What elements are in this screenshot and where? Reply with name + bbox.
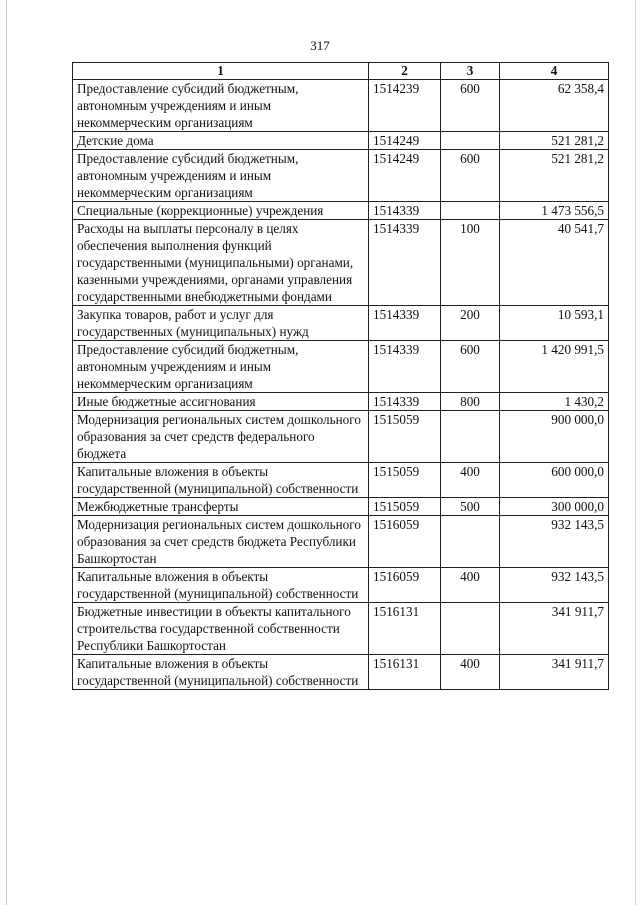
table-row <box>73 603 609 655</box>
table-row <box>73 568 609 603</box>
row-code: 1514339 <box>369 220 441 306</box>
budget-table <box>72 62 609 690</box>
row-expense-type: 600 <box>441 341 500 393</box>
row-code: 1516131 <box>369 655 441 690</box>
table-row <box>73 80 609 132</box>
row-expense-type: 400 <box>441 463 500 498</box>
table-body <box>73 80 609 690</box>
row-expense-type <box>441 411 500 463</box>
row-amount: 521 281,2 <box>500 132 609 150</box>
row-amount: 1 420 991,5 <box>500 341 609 393</box>
row-code: 1515059 <box>369 411 441 463</box>
row-name: Модернизация региональных систем дошкольного образования за счет средств федерального бюджета <box>73 411 369 463</box>
row-name: Межбюджетные трансферты <box>73 498 369 516</box>
row-name: Иные бюджетные ассигнования <box>73 393 369 411</box>
row-expense-type <box>441 516 500 568</box>
header-col-3: 3 <box>441 63 500 80</box>
row-expense-type: 400 <box>441 655 500 690</box>
row-expense-type: 600 <box>441 80 500 132</box>
row-amount: 300 000,0 <box>500 498 609 516</box>
row-amount: 10 593,1 <box>500 306 609 341</box>
row-amount: 521 281,2 <box>500 150 609 202</box>
row-code: 1516059 <box>369 568 441 603</box>
table-row <box>73 202 609 220</box>
row-name: Капитальные вложения в объекты государственной (муниципальной) собственности <box>73 463 369 498</box>
header-col-1: 1 <box>73 63 369 80</box>
row-amount: 900 000,0 <box>500 411 609 463</box>
row-amount: 932 143,5 <box>500 568 609 603</box>
table-row <box>73 411 609 463</box>
row-code: 1515059 <box>369 463 441 498</box>
row-name: Предоставление субсидий бюджетным, автономным учреждениям и иным некоммерческим организациям <box>73 150 369 202</box>
row-amount: 932 143,5 <box>500 516 609 568</box>
row-name: Капитальные вложения в объекты государственной (муниципальной) собственности <box>73 568 369 603</box>
row-expense-type: 800 <box>441 393 500 411</box>
table-header-row <box>73 63 609 80</box>
row-expense-type <box>441 132 500 150</box>
table-row <box>73 498 609 516</box>
row-expense-type <box>441 603 500 655</box>
row-amount: 62 358,4 <box>500 80 609 132</box>
page-number: 317 <box>310 38 330 53</box>
header-col-4: 4 <box>500 63 609 80</box>
row-name: Предоставление субсидий бюджетным, автономным учреждениям и иным некоммерческим организациям <box>73 80 369 132</box>
row-name: Детские дома <box>73 132 369 150</box>
table-row <box>73 132 609 150</box>
row-expense-type: 500 <box>441 498 500 516</box>
row-code: 1515059 <box>369 498 441 516</box>
row-code: 1514339 <box>369 202 441 220</box>
table-row <box>73 393 609 411</box>
row-expense-type: 600 <box>441 150 500 202</box>
row-name: Бюджетные инвестиции в объекты капитального строительства государственной собственности Республики Башкортостан <box>73 603 369 655</box>
row-name: Модернизация региональных систем дошкольного образования за счет средств бюджета Республики Башкортостан <box>73 516 369 568</box>
row-expense-type <box>441 202 500 220</box>
row-name: Закупка товаров, работ и услуг для государственных (муниципальных) нужд <box>73 306 369 341</box>
row-code: 1514339 <box>369 306 441 341</box>
table-row <box>73 341 609 393</box>
scan-edge-left <box>6 0 7 905</box>
row-name: Капитальные вложения в объекты государственной (муниципальной) собственности <box>73 655 369 690</box>
table-row <box>73 655 609 690</box>
row-amount: 341 911,7 <box>500 655 609 690</box>
row-code: 1516059 <box>369 516 441 568</box>
table-row <box>73 150 609 202</box>
scan-edge-right <box>635 0 636 905</box>
table-row <box>73 220 609 306</box>
row-name: Предоставление субсидий бюджетным, автономным учреждениям и иным некоммерческим организациям <box>73 341 369 393</box>
row-expense-type: 400 <box>441 568 500 603</box>
row-amount: 600 000,0 <box>500 463 609 498</box>
row-code: 1514339 <box>369 393 441 411</box>
row-name: Специальные (коррекционные) учреждения <box>73 202 369 220</box>
row-expense-type: 100 <box>441 220 500 306</box>
row-code: 1514249 <box>369 150 441 202</box>
table-row <box>73 306 609 341</box>
table-row <box>73 516 609 568</box>
row-expense-type: 200 <box>441 306 500 341</box>
row-name: Расходы на выплаты персоналу в целях обеспечения выполнения функций государственными (муниципальными) органами, казенными учреждениями, органами управления государственными внебюджетными фондами <box>73 220 369 306</box>
row-amount: 40 541,7 <box>500 220 609 306</box>
row-amount: 1 473 556,5 <box>500 202 609 220</box>
header-col-2: 2 <box>369 63 441 80</box>
row-code: 1514249 <box>369 132 441 150</box>
row-amount: 1 430,2 <box>500 393 609 411</box>
row-code: 1514339 <box>369 341 441 393</box>
row-code: 1516131 <box>369 603 441 655</box>
row-amount: 341 911,7 <box>500 603 609 655</box>
table-row <box>73 463 609 498</box>
row-code: 1514239 <box>369 80 441 132</box>
